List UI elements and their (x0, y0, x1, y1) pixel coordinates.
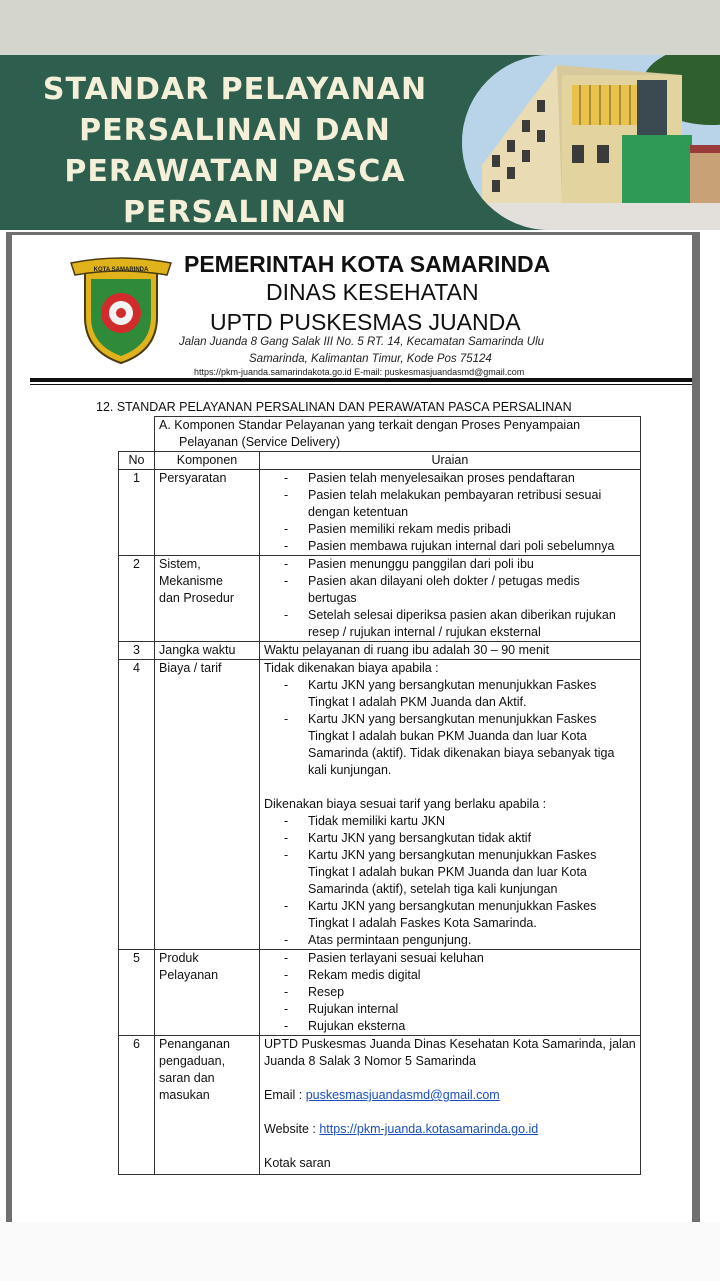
row-number: 3 (119, 642, 155, 660)
list-item: - Rekam medis digital (284, 968, 421, 982)
banner-title (0, 69, 470, 230)
list-item: - Pasien telah menyelesaikan proses pendaftaran (284, 471, 575, 485)
list-item: - Rujukan eksterna (284, 1019, 406, 1033)
list-item: - Kartu JKN yang bersangkutan menunjukkan Faskes Tingkat I adalah Faskes Kota Samarinda. (284, 899, 597, 930)
table-row (119, 470, 641, 556)
suggestion-box-text: Kotak saran (264, 1156, 331, 1170)
document-page (12, 235, 692, 1222)
row-uraian (260, 556, 641, 642)
row-number: 1 (119, 470, 155, 556)
complaint-address: UPTD Puskesmas Juanda Dinas Kesehatan Kota Samarinda, jalan (264, 1037, 636, 1051)
table-subtitle-row (119, 417, 641, 452)
row-number: 2 (119, 556, 155, 642)
bottom-whitespace (0, 1222, 720, 1281)
row-komponen: Sistem, Mekanisme dan Prosedur (155, 556, 260, 642)
document-frame (6, 232, 700, 1222)
list-item: - Pasien terlayani sesuai keluhan (284, 951, 484, 965)
row-komponen: Penanganan pengaduan, saran dan masukan (155, 1036, 260, 1175)
table-header-row (119, 452, 641, 470)
list-item: - Kartu JKN yang bersangkutan menunjukkan Faskes Tingkat I adalah bukan PKM Juanda dan luar Kota Samarinda (aktif), setelah tiga kali kunjungan (284, 848, 597, 896)
header-uraian: Uraian (260, 452, 641, 470)
row-komponen: Biaya / tarif (155, 660, 260, 950)
header-no: No (119, 452, 155, 470)
table-row (119, 660, 641, 950)
gov-name: PEMERINTAH KOTA SAMARINDA (184, 251, 551, 277)
row-uraian (260, 470, 641, 556)
table-row (119, 642, 641, 660)
list-item: - Pasien menunggu panggilan dari poli ibu (284, 557, 534, 571)
row-uraian: Waktu pelayanan di ruang ibu adalah 30 – 90 menit (260, 642, 641, 660)
list-item: - Kartu JKN yang bersangkutan menunjukkan Faskes Tingkat I adalah PKM Juanda dan Aktif. (284, 678, 597, 709)
service-standard-table (118, 416, 641, 1175)
row-komponen: Persyaratan (155, 470, 260, 556)
fee-intro: Tidak dikenakan biaya apabila : (264, 661, 439, 675)
list-item: - Kartu JKN yang bersangkutan tidak aktif (284, 831, 532, 845)
email-link[interactable]: puskesmasjuandasmd@gmail.com (305, 1088, 500, 1102)
website-line: Website : https://pkm-juanda.kotasamarinda.go.id (264, 1122, 539, 1136)
row-komponen: Produk Pelayanan (155, 950, 260, 1036)
clinic-name: UPTD PUSKESMAS JUANDA (210, 309, 521, 335)
subtitle-line: A. Komponen Standar Pelayanan yang terkait dengan Proses Penyampaian (159, 418, 581, 432)
row-uraian (260, 660, 641, 950)
table-row (119, 1036, 641, 1175)
letterhead-rule-thin (30, 384, 692, 385)
banner-title-line: PERSALINAN (122, 195, 348, 230)
list-item: - Pasien memiliki rekam medis pribadi (284, 522, 511, 536)
table-row (119, 950, 641, 1036)
contact-line: https://pkm-juanda.samarindakota.go.id E-mail: puskesmasjuandasmd@gmail.com (194, 367, 525, 377)
list-item: - Tidak memiliki kartu JKN (284, 814, 446, 828)
list-item: - Resep (284, 985, 345, 999)
list-item: - Pasien telah melakukan pembayaran retribusi sesuai dengan ketentuan (284, 488, 602, 519)
row-uraian (260, 950, 641, 1036)
table-row (119, 556, 641, 642)
row-number: 4 (119, 660, 155, 950)
banner-title-line: PERAWATAN PASCA (64, 154, 406, 189)
top-status-bar (0, 0, 720, 55)
website-link[interactable]: https://pkm-juanda.kotasamarinda.go.id (319, 1122, 539, 1136)
building-photo (462, 55, 720, 230)
address-line-1: Jalan Juanda 8 Gang Salak III No. 5 RT. 14, Kecamatan Samarinda Ulu (179, 336, 545, 348)
list-item: - Kartu JKN yang bersangkutan menunjukkan Faskes Tingkat I adalah bukan PKM Juanda dan luar Kota Samarinda (aktif). Tidak dikenakan biaya sebanyak tiga kali kunjungan. (284, 712, 615, 777)
banner-title-line: STANDAR PELAYANAN (42, 72, 428, 107)
list-item: - Atas permintaan pengunjung. (284, 933, 472, 947)
fee-intro: Dikenakan biaya sesuai tarif yang berlaku apabila : (264, 797, 547, 811)
letterhead-rule (30, 378, 692, 382)
row-uraian (260, 1036, 641, 1175)
email-line: Email : puskesmasjuandasmd@gmail.com (264, 1088, 500, 1102)
row-number: 6 (119, 1036, 155, 1175)
header-komponen: Komponen (155, 452, 260, 470)
samarinda-city-logo (67, 255, 175, 365)
banner-title-line: PERSALINAN DAN (79, 113, 391, 148)
row-number: 5 (119, 950, 155, 1036)
building-illustration (462, 55, 720, 230)
list-item: - Setelah selesai diperiksa pasien akan diberikan rujukan resep / rujukan internal / rujukan eksternal (284, 608, 616, 639)
list-item: - Pasien akan dilayani oleh dokter / petugas medis bertugas (284, 574, 580, 605)
complaint-address: Juanda 8 Salak 3 Nomor 5 Samarinda (264, 1054, 476, 1068)
address-line-2: Samarinda, Kalimantan Timur, Kode Pos 75124 (249, 353, 492, 365)
row-komponen: Jangka waktu (155, 642, 260, 660)
logo-text: KOTA SAMARINDA (93, 267, 149, 273)
subtitle-line: Pelayanan (Service Delivery) (179, 435, 341, 449)
title-banner (0, 55, 720, 230)
list-item: - Pasien membawa rujukan internal dari poli sebelumnya (284, 539, 615, 553)
list-item: - Rujukan internal (284, 1002, 399, 1016)
section-title: 12. STANDAR PELAYANAN PERSALINAN DAN PERAWATAN PASCA PERSALINAN (96, 400, 572, 414)
dept-name: DINAS KESEHATAN (266, 279, 479, 305)
